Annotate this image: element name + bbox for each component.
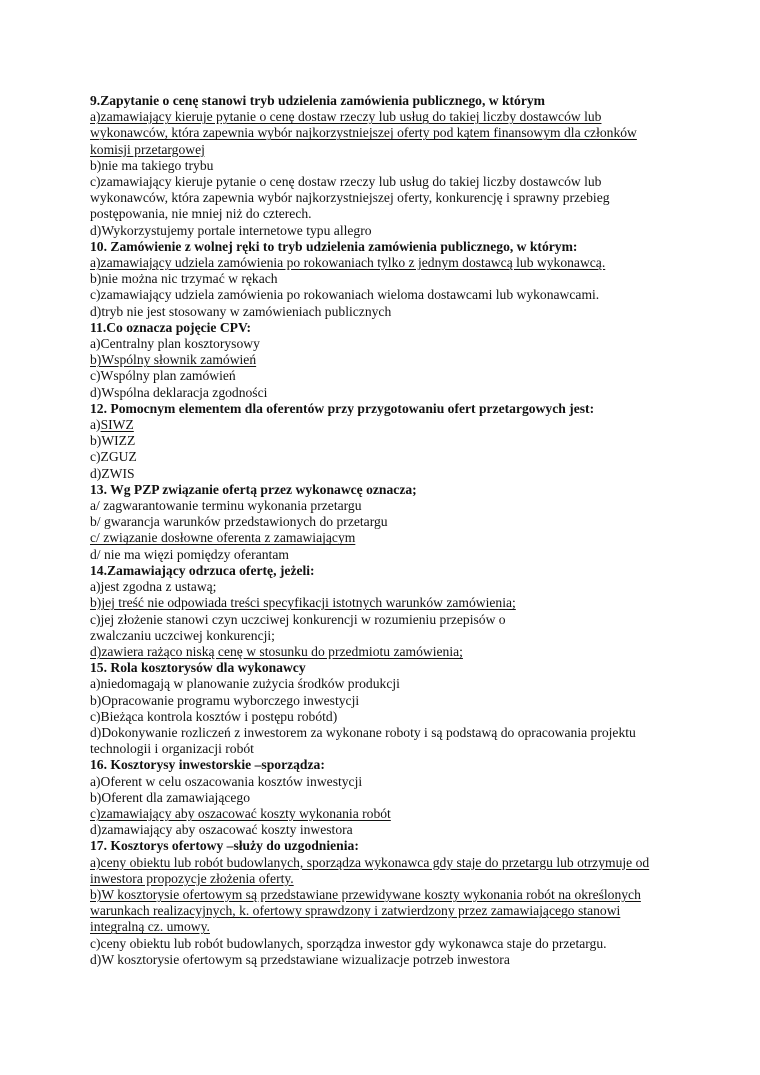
- question-title: 13. Wg PZP związanie ofertą przez wykonawcę oznacza;: [90, 481, 417, 497]
- answer-line: [90, 676, 720, 692]
- question-title: 9.Zapytanie o cenę stanowi tryb udzielenia zamówienia publicznego, w którym: [90, 93, 545, 108]
- answer-text: c)zamawiający udziela zamówienia po rokowaniach wieloma dostawcami lub wykonawcami.: [90, 287, 600, 303]
- question-title: 11.Co oznacza pojęcie CPV:: [90, 319, 252, 335]
- answer-text: postępowania, nie mniej niż do czterech.: [90, 206, 312, 222]
- answer-line-correct: [90, 109, 720, 125]
- answer-text: a)Oferent w celu oszacowania kosztów inwestycji: [90, 773, 363, 789]
- answer-line: [90, 449, 720, 465]
- answer-text: a)Centralny plan kosztorysowy: [90, 336, 260, 352]
- answer-line: [90, 158, 720, 174]
- answer-line: [90, 725, 720, 741]
- answer-line: [90, 271, 720, 287]
- answer-text: c)zamawiający kieruje pytanie o cenę dostaw rzeczy lub usług do takiej liczby dostawców lub: [90, 174, 602, 190]
- answer-line: [90, 174, 720, 190]
- answer-text: c)jej złożenie stanowi czyn uczciwej konkurencji w rozumieniu przepisów o: [90, 611, 506, 627]
- answer-text: c)Wspólny plan zamówień: [90, 368, 236, 384]
- answer-line-correct: [90, 255, 720, 271]
- answer-line: [90, 498, 720, 514]
- question-block: [90, 93, 720, 239]
- answer-text: SIWZ: [100, 417, 134, 433]
- answer-text: d)Wspólna deklaracja zgodności: [90, 384, 268, 400]
- answer-line-correct: [90, 125, 720, 141]
- answer-line: [90, 709, 720, 725]
- question-title: 14.Zamawiający odrzuca ofertę, jeżeli:: [90, 562, 315, 578]
- answer-line-correct: [90, 806, 720, 822]
- answer-line-correct: [90, 871, 720, 887]
- answer-text: c)ceny obiektu lub robót budowlanych, sporządza inwestor gdy wykonawca staje do przetargu.: [90, 935, 607, 951]
- answer-line: [90, 304, 720, 320]
- question-block: [90, 660, 720, 757]
- answer-text: a)jest zgodna z ustawą;: [90, 579, 217, 595]
- answer-text: c)zamawiający aby oszacować koszty wykonania robót: [90, 805, 391, 821]
- answer-line-correct: [90, 903, 720, 919]
- answer-line: [90, 822, 720, 838]
- answer-text: b)WIZZ: [90, 433, 136, 449]
- answer-line: [90, 514, 720, 530]
- answer-text: a)zamawiający udziela zamówienia po rokowaniach tylko z jednym dostawcą lub wykonawcą.: [90, 255, 606, 271]
- answer-text: a/ zagwarantowanie terminu wykonania przetargu: [90, 498, 362, 514]
- answer-prefix: a): [90, 417, 101, 433]
- answer-text: d/ nie ma więzi pomiędzy oferantam: [90, 546, 289, 562]
- answer-line: [90, 579, 720, 595]
- answer-line: [90, 936, 720, 952]
- answer-text: wykonawców, która zapewnia wybór najkorzystniejszej oferty, konkurencję i sprawny przebieg: [90, 190, 610, 206]
- question-block: [90, 563, 720, 660]
- answer-line-correct: [90, 417, 720, 433]
- answer-text: b)Wspólny słownik zamówień: [90, 352, 257, 368]
- answer-text: inwestora propozycje złożenia oferty.: [90, 870, 294, 886]
- answer-text: technologii i organizacji robót: [90, 741, 254, 757]
- answer-text: a)zamawiający kieruje pytanie o cenę dostaw rzeczy lub usług do takiej liczby dostawców lub: [90, 109, 602, 125]
- answer-text: b)W kosztorysie ofertowym są przedstawiane przewidywane koszty wykonania robót na określonych: [90, 886, 641, 902]
- answer-line: [90, 790, 720, 806]
- answer-line: [90, 466, 720, 482]
- answer-line-correct: [90, 919, 720, 935]
- answer-text: warunkach realizacyjnych, k. ofertowy sprawdzony i zatwierdzony przez zamawiającego stanowi: [90, 903, 621, 919]
- answer-line: [90, 336, 720, 352]
- answer-text: integralną cz. umowy.: [90, 919, 210, 935]
- answer-text: b)nie można nic trzymać w rękach: [90, 271, 278, 287]
- answer-text: c)ZGUZ: [90, 449, 137, 465]
- answer-line-correct: [90, 855, 720, 871]
- answer-line: [90, 385, 720, 401]
- answer-line: [90, 774, 720, 790]
- answer-line-correct: [90, 644, 720, 660]
- answer-text: b)Opracowanie programu wyborczego inwestycji: [90, 692, 360, 708]
- answer-text: d)ZWIS: [90, 465, 135, 481]
- question-title: 17. Kosztorys ofertowy –służy do uzgodnienia:: [90, 838, 359, 854]
- answer-text: b/ gwarancja warunków przedstawionych do przetargu: [90, 514, 388, 530]
- answer-line-correct: [90, 352, 720, 368]
- answer-text: wykonawców, która zapewnia wybór najkorzystniejszej oferty pod kątem finansowym dla członków: [90, 125, 637, 141]
- answer-line: [90, 433, 720, 449]
- answer-text: d)zamawiający aby oszacować koszty inwestora: [90, 822, 353, 838]
- answer-line-correct: [90, 530, 720, 546]
- question-block: [90, 757, 720, 838]
- question-block: [90, 401, 720, 482]
- answer-text: d)tryb nie jest stosowany w zamówieniach publicznych: [90, 303, 392, 319]
- answer-text: komisji przetargowej: [90, 141, 205, 157]
- answer-text: d)zawiera rażąco niską cenę w stosunku do przedmiotu zamówienia;: [90, 643, 463, 659]
- answer-text: b)Oferent dla zamawiającego: [90, 789, 251, 805]
- question-block: [90, 239, 720, 320]
- question-block: [90, 320, 720, 401]
- answer-text: a)niedomagają w planowanie zużycia środków produkcji: [90, 676, 400, 692]
- question-title: 16. Kosztorysy inwestorskie –sporządza:: [90, 757, 325, 773]
- answer-line: [90, 368, 720, 384]
- answer-line: [90, 952, 720, 968]
- answer-line: [90, 190, 720, 206]
- answer-text: b)nie ma takiego trybu: [90, 157, 214, 173]
- question-block: [90, 838, 720, 968]
- answer-line-correct: [90, 142, 720, 158]
- answer-line: [90, 287, 720, 303]
- answer-line-correct: [90, 595, 720, 611]
- question-title: 15. Rola kosztorysów dla wykonawcy: [90, 660, 306, 676]
- answer-line: [90, 693, 720, 709]
- answer-line: [90, 612, 720, 628]
- question-block: [90, 482, 720, 563]
- question-title: 10. Zamówienie z wolnej ręki to tryb udzielenia zamówienia publicznego, w którym:: [90, 238, 578, 254]
- answer-line: [90, 741, 720, 757]
- answer-line: [90, 628, 720, 644]
- answer-text: a)ceny obiektu lub robót budowlanych, sporządza wykonawca gdy staje do przetargu lub otrzymuje od: [90, 854, 650, 870]
- answer-text: b)jej treść nie odpowiada treści specyfikacji istotnych warunków zamówienia;: [90, 595, 516, 611]
- answer-line: [90, 223, 720, 239]
- answer-text: zwalczaniu uczciwej konkurencji;: [90, 627, 275, 643]
- answer-text: d)Wykorzystujemy portale internetowe typu allegro: [90, 222, 372, 238]
- answer-line: [90, 206, 720, 222]
- answer-line: [90, 547, 720, 563]
- question-title: 12. Pomocnym elementem dla oferentów przy przygotowaniu ofert przetargowych jest:: [90, 400, 595, 416]
- answer-text: d)W kosztorysie ofertowym są przedstawiane wizualizacje potrzeb inwestora: [90, 951, 510, 967]
- answer-text: c/ związanie dosłowne oferenta z zamawiającym: [90, 530, 356, 546]
- answer-line-correct: [90, 887, 720, 903]
- answer-text: d)Dokonywanie rozliczeń z inwestorem za wykonane roboty i są podstawą do opracowania projektu: [90, 724, 636, 740]
- answer-text: c)Bieżąca kontrola kosztów i postępu robótd): [90, 708, 338, 724]
